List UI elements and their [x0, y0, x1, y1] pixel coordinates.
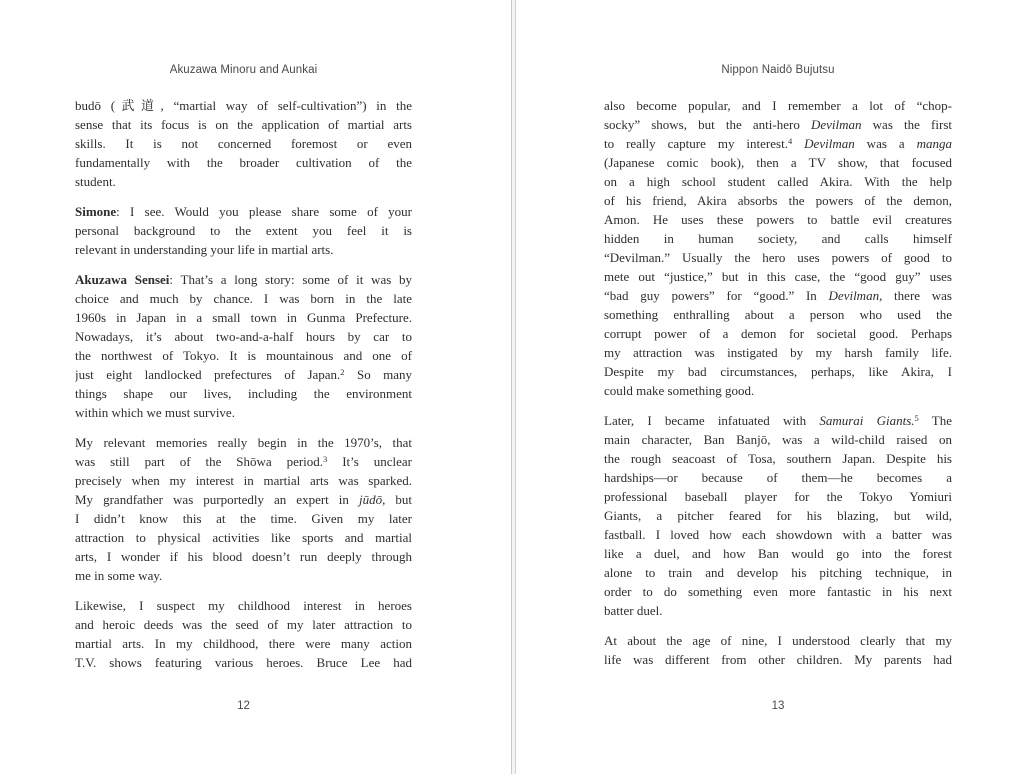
paragraph	[604, 411, 952, 620]
text-line: Akuzawa Sensei: That’s a long story: some of it was by	[75, 272, 412, 287]
text-line: to really capture my interest.$^4$ Devilman was a manga	[604, 136, 952, 151]
text-line: “Devilman.” Usually the hero uses powers of good to	[604, 250, 952, 265]
text-line: (Japanese comic book), then a TV show, that focused	[604, 155, 952, 170]
text-line: I didn’t know this at the time. Given my later	[75, 511, 412, 526]
text-line: mete out “justice,” but in this case, the “good guy” uses	[604, 269, 952, 284]
text-line: precisely when my interest in martial arts was sparked.	[75, 473, 412, 488]
text-line: corrupt power of a demon for societal good. Perhaps	[604, 326, 952, 341]
text-line: me in some way.	[75, 568, 163, 583]
text-line: order to do something even more fantastic in his next	[604, 584, 952, 599]
text-line: martial arts. In my childhood, there were many action	[75, 636, 412, 651]
text-line: sense that its focus is on the application of martial arts	[75, 117, 412, 132]
text-line: the rough seacoast of Tosa, southern Japan. Despite his	[604, 451, 952, 466]
text-line: 1960s in Japan in a small town in Gunma Prefecture.	[75, 310, 412, 325]
text-line: within which we must survive.	[75, 405, 235, 420]
text-line: my attraction was instigated by my harsh family life.	[604, 345, 952, 360]
text-line: personal background to the extent you feel it is	[75, 223, 412, 238]
text-line: T.V. shows featuring various heroes. Bruce Lee had	[75, 655, 412, 670]
text-block-right	[604, 96, 952, 680]
text-line: student.	[75, 174, 116, 189]
text-line: My grandfather was purportedly an expert in jūdō, but	[75, 492, 412, 507]
paragraph	[604, 96, 952, 400]
text-line: budō (武道, “martial way of self-cultivation”) in the	[75, 98, 412, 113]
page-right	[516, 0, 1024, 774]
text-line: Simone: I see. Would you please share some of your	[75, 204, 412, 219]
text-line: life was different from other children. My parents had	[604, 652, 952, 667]
running-header-left: Akuzawa Minoru and Aunkai	[169, 64, 318, 76]
text-line: and heroic deeds was the seed of my later attraction to	[75, 617, 412, 632]
page-number-left: 12	[237, 700, 250, 712]
text-block-left	[75, 96, 412, 683]
text-line: just eight landlocked prefectures of Japan.$^2$ So many	[75, 367, 412, 382]
text-line: Amon. He uses these powers to battle evil creatures	[604, 212, 952, 227]
text-line: Giants, a pitcher feared for his blazing, but wild,	[604, 508, 952, 523]
text-line: things shape our lives, including the environment	[75, 386, 412, 401]
text-line: arts, I wonder if his blood doesn’t run deeply through	[75, 549, 412, 564]
text-line: hardships—or because of them—he becomes a	[604, 470, 952, 485]
text-line: Despite my bad circumstances, perhaps, like Akira, I	[604, 364, 952, 379]
page-number-right: 13	[771, 700, 785, 712]
text-line: Likewise, I suspect my childhood interest in heroes	[75, 598, 412, 613]
paragraph	[604, 631, 952, 669]
text-line: socky” shows, but the anti-hero Devilman was the first	[604, 117, 952, 132]
paragraph	[75, 96, 412, 191]
text-line: main character, Ban Banjō, was a wild-child raised on	[604, 432, 952, 447]
paragraph	[75, 202, 412, 259]
text-line: “bad guy powers” for “good.” In Devilman, there was	[604, 288, 952, 303]
text-line: choice and much by chance. I was born in the late	[75, 291, 412, 306]
text-line: something enthralling about a person who used the	[604, 307, 952, 322]
text-line: like a duel, and how Ban would go into the forest	[604, 546, 952, 561]
text-line: the northwest of Tokyo. It is mountainous and one of	[75, 348, 412, 363]
paragraph	[75, 433, 412, 585]
text-line: fundamentally with the broader cultivation of the	[75, 155, 412, 170]
text-line: batter duel.	[604, 603, 663, 618]
text-line: alone to train and develop his pitching technique, in	[604, 565, 952, 580]
paragraph	[75, 270, 412, 422]
text-line: also become popular, and I remember a lot of “chop-	[604, 98, 952, 113]
paragraph	[75, 596, 412, 672]
text-line: At about the age of nine, I understood clearly that my	[604, 633, 952, 648]
page-left	[0, 0, 511, 774]
text-line: of his friend, Akira absorbs the powers of the demon,	[604, 193, 952, 208]
text-line: Nowadays, it’s about two-and-a-half hours by car to	[75, 329, 412, 344]
text-line: attraction to physical activities like sports and martial	[75, 530, 412, 545]
running-header-right: Nippon Naidō Bujutsu	[721, 64, 835, 76]
text-line: Later, I became infatuated with Samurai Giants.$^5$ The	[604, 413, 952, 428]
text-line: could make something good.	[604, 383, 755, 398]
text-line: was still part of the Shōwa period.$^3$ It’s unclear	[75, 454, 412, 469]
text-line: professional baseball player for the Tokyo Yomiuri	[604, 489, 952, 504]
text-line: relevant in understanding your life in martial arts.	[75, 242, 334, 257]
text-line: hidden in human society, and calls himself	[604, 231, 952, 246]
text-line: fastball. I loved how each showdown with a batter was	[604, 527, 952, 542]
text-line: on a high school student called Akira. With the help	[604, 174, 952, 189]
text-line: My relevant memories really begin in the 1970’s, that	[75, 435, 412, 450]
text-line: skills. It is not concerned foremost or even	[75, 136, 412, 151]
